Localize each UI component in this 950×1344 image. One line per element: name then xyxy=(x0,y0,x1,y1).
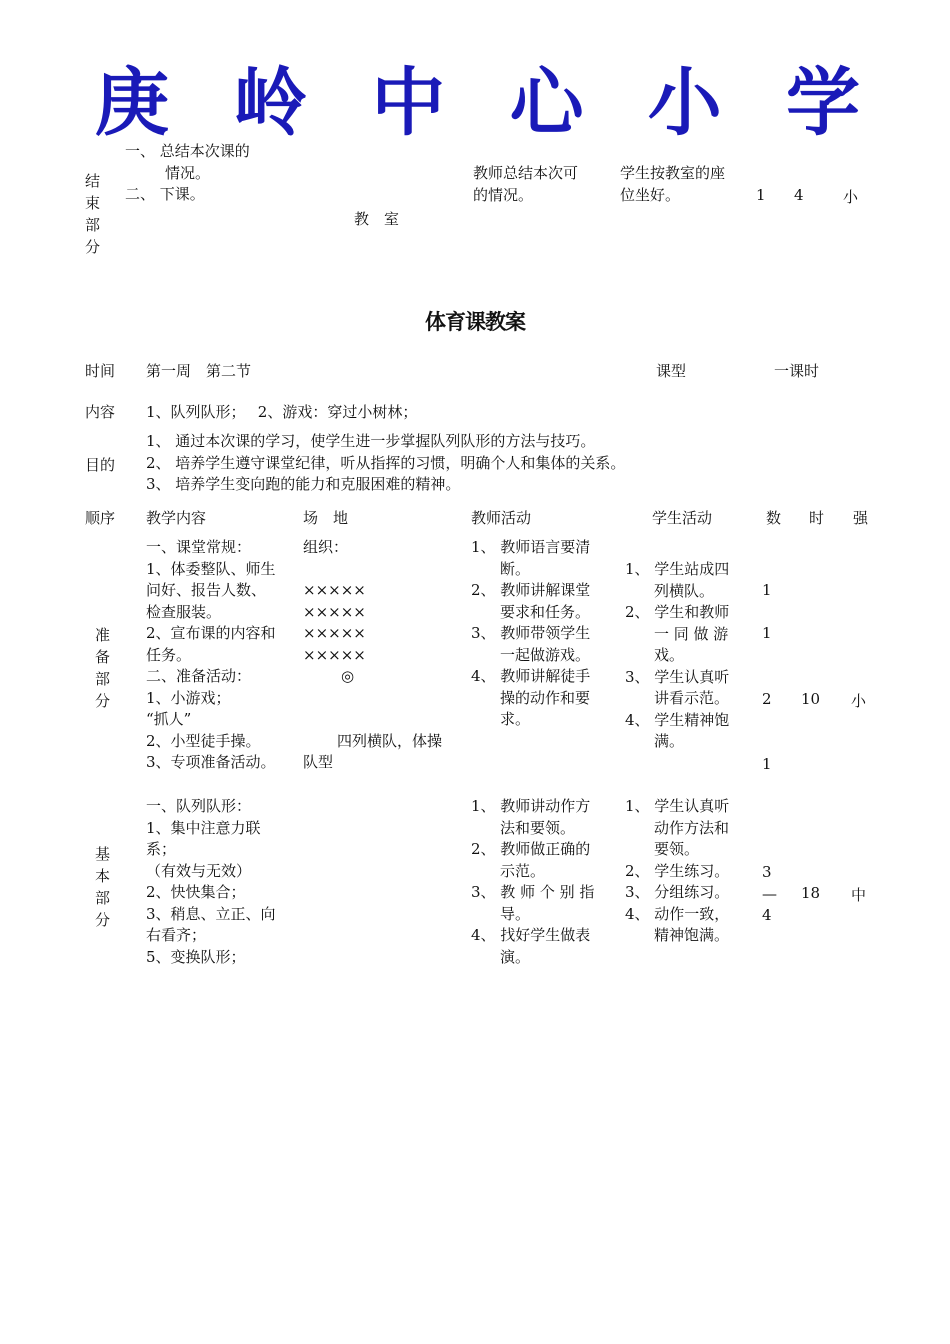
closing-venue: 教 室 xyxy=(354,210,400,228)
prep-student-line: 3、 学生认真听 xyxy=(625,667,730,686)
closing-student-line: 位坐好。 xyxy=(620,185,681,204)
prep-intensity: 小 xyxy=(851,692,867,710)
basic-student-line: 3、 分组练习。 xyxy=(625,883,730,901)
basic-content-line: 1、集中注意力联 xyxy=(146,818,261,837)
goal-label: 目的 xyxy=(85,456,116,474)
header-order: 顺序 xyxy=(85,509,116,527)
basic-student-activity xyxy=(625,796,729,947)
basic-teacher-line: 法和要领。 xyxy=(500,818,576,837)
prep-venue-note: 四列横队，体操 xyxy=(337,731,443,750)
goal-item: 2、 培养学生遵守课堂纪律，听从指挥的习惯，明确个人和集体的关系。 xyxy=(146,453,626,472)
header-time: 时 xyxy=(809,509,825,527)
prep-time: 10 xyxy=(801,690,821,708)
formation-row: ××××× xyxy=(303,624,366,642)
prep-content-line: 检查服装。 xyxy=(146,602,222,621)
basic-content-line: （有效与无效） xyxy=(146,861,252,880)
time-label: 时间 xyxy=(85,362,116,380)
basic-content-line: 2、快快集合； xyxy=(146,883,246,901)
basic-teacher-line: 1、 教师讲动作方 xyxy=(471,797,591,815)
basic-content-line: 一、队列队形： xyxy=(146,797,252,815)
time-value: 第一周 第二节 xyxy=(146,362,252,380)
formation-row: ××××× xyxy=(303,602,366,621)
basic-teacher-line: 演。 xyxy=(500,947,531,966)
closing-time: 4 xyxy=(794,186,804,204)
prep-content-line: 2、宣布课的内容和 xyxy=(146,624,276,642)
basic-count-line: 3 xyxy=(762,863,772,881)
closing-student-line: 学生按教室的座 xyxy=(620,164,726,182)
basic-teacher-line: 4、 找好学生做表 xyxy=(471,926,591,944)
closing-content-line: 二、 下课。 xyxy=(125,185,205,203)
prep-student-line: 2、 学生和教师 xyxy=(625,603,730,621)
formation-row: ××××× xyxy=(303,645,366,664)
closing-teacher-activity xyxy=(473,163,578,206)
prep-count: 1 xyxy=(762,624,772,642)
prep-content-line: 问好、报告人数、 xyxy=(146,581,267,599)
basic-student-line: 2、 学生练习。 xyxy=(625,861,730,880)
basic-count-line: 4 xyxy=(762,906,772,924)
prep-teacher-line: 3、 教师带领学生 xyxy=(471,624,591,642)
closing-section-label xyxy=(85,170,101,258)
prep-content xyxy=(146,537,276,774)
closing-content-line: 情况。 xyxy=(165,163,211,182)
header-venue: 场 地 xyxy=(303,509,349,527)
basic-teacher-line: 示范。 xyxy=(500,861,546,880)
closing-content-line: 一、 总结本次课的 xyxy=(125,142,250,160)
prep-teacher-activity xyxy=(471,537,590,731)
prep-student-line: 1、 学生站成四 xyxy=(625,560,730,578)
closing-student-activity xyxy=(620,163,725,206)
goal-item: 1、 通过本次课的学习，使学生进一步掌握队列队形的方法与技巧。 xyxy=(146,432,596,450)
prep-student-line: 满。 xyxy=(654,732,685,750)
formation-row: ××××× xyxy=(303,581,366,599)
basic-content-line: 5、变换队形； xyxy=(146,947,246,966)
content-label: 内容 xyxy=(85,403,116,421)
basic-intensity: 中 xyxy=(851,886,867,904)
basic-student-line: 4、 动作一致， xyxy=(625,904,730,923)
prep-content-line: “抓人” xyxy=(146,710,192,728)
lesson-type-value: 一课时 xyxy=(774,362,820,380)
basic-content xyxy=(146,796,276,968)
basic-content-line: 3、稍息、立正、向 xyxy=(146,904,276,923)
basic-teacher-activity xyxy=(471,796,594,968)
closing-section-text: 结束部分 xyxy=(85,172,101,256)
prep-teacher-line: 断。 xyxy=(500,559,531,578)
school-banner xyxy=(95,62,860,142)
prep-teacher-line: 求。 xyxy=(500,710,531,728)
closing-intensity: 小 xyxy=(843,188,859,206)
basic-teacher-line: 导。 xyxy=(500,904,531,923)
basic-count xyxy=(762,862,777,927)
school-banner-calligraphy xyxy=(95,62,860,142)
prep-teacher-line: 4、 教师讲解徒手 xyxy=(471,667,591,685)
basic-content-line: 右看齐； xyxy=(146,926,207,944)
prep-teacher-line: 2、 教师讲解课堂 xyxy=(471,581,591,599)
basic-count-line: — xyxy=(762,884,777,903)
page-title: 体育课教案 xyxy=(425,310,525,334)
prep-content-line: 3、专项准备活动。 xyxy=(146,753,276,771)
prep-student-line: 戏。 xyxy=(654,646,685,664)
prep-count: 2 xyxy=(762,690,772,708)
basic-student-line: 动作方法和 xyxy=(654,818,730,837)
header-teaching-content: 教学内容 xyxy=(146,509,207,527)
teacher-position-icon: ◎ xyxy=(341,667,355,685)
closing-count: 1 xyxy=(756,186,766,204)
prep-teacher-line: 要求和任务。 xyxy=(500,602,591,621)
basic-teacher-line: 2、 教师做正确的 xyxy=(471,840,591,858)
prep-student-activity xyxy=(625,559,729,753)
basic-student-line: 1、 学生认真听 xyxy=(625,797,730,815)
prep-student-line: 4、 学生精神饱 xyxy=(625,710,730,729)
basic-student-line: 要领。 xyxy=(654,840,700,858)
prep-venue-note: 队型 xyxy=(303,753,334,771)
closing-content xyxy=(125,141,250,206)
prep-count: 1 xyxy=(762,581,772,599)
prep-student-line: 列横队。 xyxy=(654,581,715,600)
header-teacher-activity: 教师活动 xyxy=(471,509,532,527)
prep-student-line: 讲看示范。 xyxy=(654,689,730,707)
prep-content-line: 1、小游戏； xyxy=(146,688,231,707)
prep-teacher-line: 操的动作和要 xyxy=(500,688,591,707)
prep-content-line: 1、体委整队、师生 xyxy=(146,559,276,578)
closing-teacher-line: 教师总结本次可 xyxy=(473,164,579,182)
lesson-type-label: 课型 xyxy=(656,362,687,380)
header-student-activity: 学生活动 xyxy=(652,509,713,527)
prep-content-line: 一、课堂常规： xyxy=(146,538,252,556)
header-intensity: 强 xyxy=(853,509,869,527)
prep-content-line: 二、准备活动： xyxy=(146,667,252,685)
basic-content-line: 系； xyxy=(146,840,177,858)
school-banner-text: 庚岭中心小学 xyxy=(95,62,860,142)
prep-content-line: 任务。 xyxy=(146,645,192,664)
prep-teacher-line: 1、 教师语言要清 xyxy=(471,538,591,556)
goal-item: 3、 培养学生变向跑的能力和克服困难的精神。 xyxy=(146,475,461,493)
prep-content-line: 2、小型徒手操。 xyxy=(146,731,261,750)
prep-student-line: 一 同 做 游 xyxy=(654,624,729,643)
prep-count: 1 xyxy=(762,755,772,773)
basic-time: 18 xyxy=(801,884,821,902)
prep-venue xyxy=(303,537,442,774)
prep-venue-label: 组织： xyxy=(303,538,349,556)
content-value: 1、队列队形； 2、游戏：穿过小树林； xyxy=(146,403,418,421)
prep-teacher-line: 一起做游戏。 xyxy=(500,645,591,664)
basic-student-line: 精神饱满。 xyxy=(654,926,730,944)
basic-section-label: 基本部分 xyxy=(95,845,111,929)
goal-list xyxy=(146,431,625,496)
header-count: 数 xyxy=(766,509,782,527)
basic-teacher-line: 3、 教 师 个 别 指 xyxy=(471,883,595,901)
prep-section-label: 准备部分 xyxy=(95,626,111,710)
closing-teacher-line: 的情况。 xyxy=(473,185,534,204)
